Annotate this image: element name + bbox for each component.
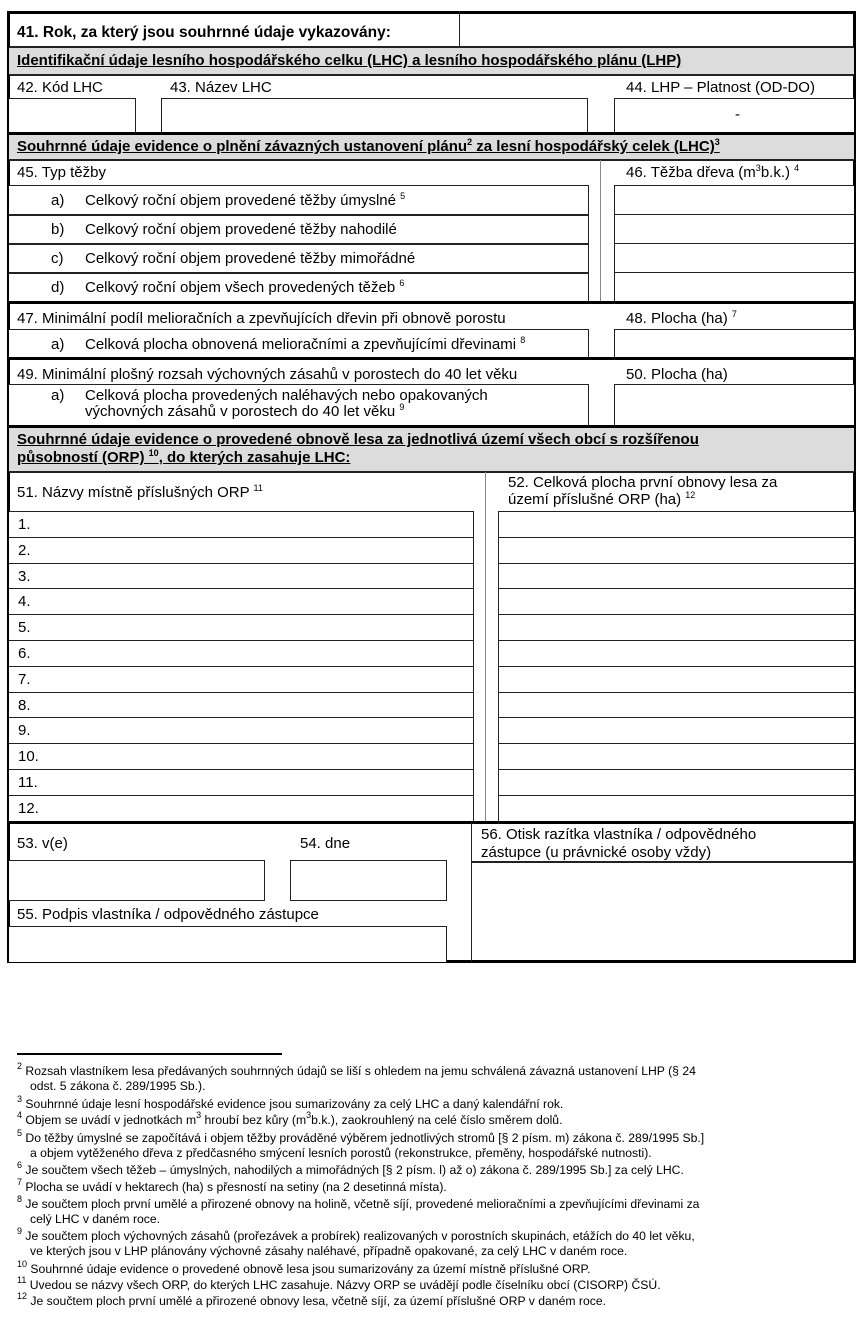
q54-label: 54. dne xyxy=(300,835,351,852)
divider xyxy=(471,822,472,962)
q56-label-1: 56. Otisk razítka vlastníka / odpovědného xyxy=(481,826,757,843)
footnote-5: $^5$ Do těžby úmyslné se započítává i objem těžby prováděné výběrem jednotlivých stromů [§ 2 písm. m) zákona č. 289/1995 Sb.] a objem vytěženého dřeva z předčasného smýcení lesních porostů (rekonstrukce, přeměny, hospodářské nutnosti). xyxy=(17,1128,705,1160)
section-plan-title: Souhrnné údaje evidence o plnění závazných ustanovení plánu$^2$ za lesní hospodářský celek (LHC)$^3$ xyxy=(17,137,720,155)
orp-name-input[interactable] xyxy=(9,588,474,615)
q47a-text: Celková plocha obnovená melioračními a zpevňujícími dřevinami $^8$ xyxy=(85,335,526,353)
q45d-text: Celkový roční objem všech provedených těžeb $^6$ xyxy=(85,278,405,296)
q45c-text: Celkový roční objem provedené těžby mimořádné xyxy=(85,250,416,267)
q44-label: 44. LHP – Platnost (OD-DO) xyxy=(626,79,815,96)
orp-area-input[interactable] xyxy=(498,795,854,822)
orp-row-number: 6. xyxy=(18,645,31,662)
q50-input[interactable] xyxy=(614,384,854,426)
lhc-name-input[interactable] xyxy=(161,98,588,133)
orp-name-input[interactable] xyxy=(9,692,474,719)
divider xyxy=(9,301,854,304)
q42-label: 42. Kód LHC xyxy=(17,79,103,96)
orp-name-input[interactable] xyxy=(9,614,474,641)
q46-label: 46. Těžba dřeva $(m^3b.k.)$ $^4$ xyxy=(626,163,800,181)
signature-input[interactable] xyxy=(9,926,447,962)
q47-label: 47. Minimální podíl melioračních a zpevňujících dřevin při obnově porostu xyxy=(17,310,506,327)
q49a-text-1: Celková plocha provedených naléhavých nebo opakovaných xyxy=(85,387,488,404)
orp-area-input[interactable] xyxy=(498,614,854,641)
orp-name-input[interactable] xyxy=(9,769,474,796)
divider xyxy=(9,821,854,824)
footnote-12: $^{12}$ Je součtem ploch první umělé a přirozené obnovy lesa, včetně síjí, za území příslušné ORP v daném roce. xyxy=(17,1291,606,1308)
q48-label: 48. Plocha (ha) $^7$ xyxy=(626,309,737,327)
q45d-letter: d) xyxy=(51,279,65,296)
orp-row-number: 11. xyxy=(18,774,38,791)
footnote-10: $^{10}$ Souhrnné údaje evidence o provedené obnově lesa jsou sumarizovány za území místně příslušné ORP. xyxy=(17,1259,591,1276)
orp-area-input[interactable] xyxy=(498,717,854,744)
q46c-input[interactable] xyxy=(614,243,854,273)
section-ident-title: Identifikační údaje lesního hospodářského celku (LHC) a lesního hospodářského plánu (LHP) xyxy=(17,52,682,69)
q46b-input[interactable] xyxy=(614,214,854,244)
orp-row-number: 2. xyxy=(18,542,31,559)
orp-area-input[interactable] xyxy=(498,640,854,667)
orp-row-number: 5. xyxy=(18,619,31,636)
divider xyxy=(9,243,589,245)
orp-row-number: 7. xyxy=(18,671,31,688)
divider xyxy=(9,357,854,360)
divider xyxy=(9,159,854,161)
orp-row-number: 3. xyxy=(18,568,31,585)
orp-name-input[interactable] xyxy=(9,743,474,770)
q49a-text-2: výchovných zásahů v porostech do 40 let věku $^9$ xyxy=(85,402,405,420)
footnote-2: $^2$ Rozsah vlastníkem lesa předávaných souhrnných údajů se liší s ohledem na jemu schválená závazná ustanovení LHP (§ 24 odst. 5 zákona č. 289/1995 Sb.). xyxy=(17,1061,696,1093)
q45a-letter: a) xyxy=(51,192,65,209)
section-orp-line1: Souhrnné údaje evidence o provedené obnově lesa za jednotlivá území všech obcí s rozšířenou xyxy=(17,431,699,448)
q50-label: 50. Plocha (ha) xyxy=(626,366,728,383)
orp-name-input[interactable] xyxy=(9,537,474,564)
divider xyxy=(485,472,486,822)
footnote-9: $^9$ Je součtem ploch výchovných zásahů (prořezávek a probírek) realizovaných v porostních skupinách, etážích do 40 let věku, ve kterých jsou v LHP plánovány výchovné zásahy naléhavé, případně opakované, za celý LHC v daném roce. xyxy=(17,1226,695,1258)
date-input[interactable] xyxy=(290,860,447,901)
orp-name-input[interactable] xyxy=(9,511,474,538)
orp-name-input[interactable] xyxy=(9,563,474,590)
q47a-letter: a) xyxy=(51,336,65,353)
q56-label-2: zástupce (u právnické osoby vždy) xyxy=(481,844,712,861)
orp-area-input[interactable] xyxy=(498,692,854,719)
footnote-separator xyxy=(17,1053,282,1055)
divider xyxy=(600,160,601,302)
q46a-input[interactable] xyxy=(614,185,854,215)
orp-name-input[interactable] xyxy=(9,717,474,744)
footnote-3: $^3$ Souhrnné údaje lesní hospodářské evidence jsou sumarizovány za celý LHC a daný kalendářní rok. xyxy=(17,1094,564,1111)
q49-label: 49. Minimální plošný rozsah výchovných zásahů v porostech do 40 let věku xyxy=(17,366,518,383)
orp-area-input[interactable] xyxy=(498,743,854,770)
q45c-letter: c) xyxy=(51,250,64,267)
orp-area-input[interactable] xyxy=(498,666,854,693)
footnote-7: $^7$ Plocha se uvádí v hektarech (ha) s přesností na setiny (na 2 desetinná místa). xyxy=(17,1177,447,1194)
orp-name-input[interactable] xyxy=(9,640,474,667)
lhp-validity-input[interactable] xyxy=(614,98,854,133)
q43-label: 43. Název LHC xyxy=(170,79,272,96)
lhc-code-input[interactable] xyxy=(9,98,136,133)
q46d-input[interactable] xyxy=(614,272,854,302)
orp-area-input[interactable] xyxy=(498,537,854,564)
year-input[interactable] xyxy=(461,13,853,46)
footnote-6: $^6$ Je součtem všech těžeb – úmyslných, nahodilých a mimořádných [§ 2 písm. l) až o) zákona č. 289/1995 Sb.] za celý LHC. xyxy=(17,1160,684,1177)
q52-label-1: 52. Celková plocha první obnovy lesa za xyxy=(508,474,778,491)
orp-row-number: 10. xyxy=(18,748,39,765)
stamp-area[interactable] xyxy=(473,863,853,961)
orp-area-input[interactable] xyxy=(498,511,854,538)
orp-row-number: 8. xyxy=(18,697,31,714)
orp-name-input[interactable] xyxy=(9,666,474,693)
orp-row-number: 4. xyxy=(18,593,31,610)
orp-row-number: 1. xyxy=(18,516,31,533)
q45a-text: Celkový roční objem provedené těžby úmyslné $^5$ xyxy=(85,191,406,209)
q41-label: 41. Rok, za který jsou souhrnné údaje vykazovány: xyxy=(17,24,391,41)
q45b-letter: b) xyxy=(51,221,65,238)
divider xyxy=(9,74,854,76)
q49a-letter: a) xyxy=(51,387,65,404)
orp-name-input[interactable] xyxy=(9,795,474,822)
divider xyxy=(459,11,460,47)
orp-row-number: 9. xyxy=(18,722,31,739)
q52-label-2: území příslušné ORP (ha) $^{12}$ xyxy=(508,490,696,508)
orp-area-input[interactable] xyxy=(498,769,854,796)
q48-input[interactable] xyxy=(614,329,854,359)
orp-row-number: 12. xyxy=(18,800,39,817)
q45-label: 45. Typ těžby xyxy=(17,164,106,181)
q45b-text: Celkový roční objem provedené těžby nahodilé xyxy=(85,221,397,238)
footnote-4: $^4$ Objem se uvádí v jednotkách $m^3$ hroubí bez kůry $(m^3b.k.)$, zaokrouhlený na celé číslo směrem dolů. xyxy=(17,1110,563,1127)
footnote-11: $^{11}$ Uvedou se názvy všech ORP, do kterých LHC zasahuje. Názvy ORP se uvádějí podle číselníku obcí (CISORP) ČSÚ. xyxy=(17,1275,661,1292)
divider xyxy=(9,272,589,274)
footnote-8: $^8$ Je součtem ploch první umělé a přirozené obnovy na holině, včetně síjí, provedené melioračními a zpevňujícími dřevinami za celý LHC v daném roce. xyxy=(17,1194,700,1226)
section-orp-line2: působností (ORP) $^{10}$, do kterých zasahuje LHC: xyxy=(17,448,351,466)
q55-label: 55. Podpis vlastníka / odpovědného zástupce xyxy=(17,906,319,923)
place-input[interactable] xyxy=(9,860,265,901)
orp-area-input[interactable] xyxy=(498,588,854,615)
lhp-validity-dash: - xyxy=(735,106,740,123)
orp-area-input[interactable] xyxy=(498,563,854,590)
divider xyxy=(9,214,589,216)
q51-label: 51. Názvy místně příslušných ORP $^{11}$ xyxy=(17,483,263,501)
divider xyxy=(9,471,854,473)
q53-label: 53. v(e) xyxy=(17,835,68,852)
